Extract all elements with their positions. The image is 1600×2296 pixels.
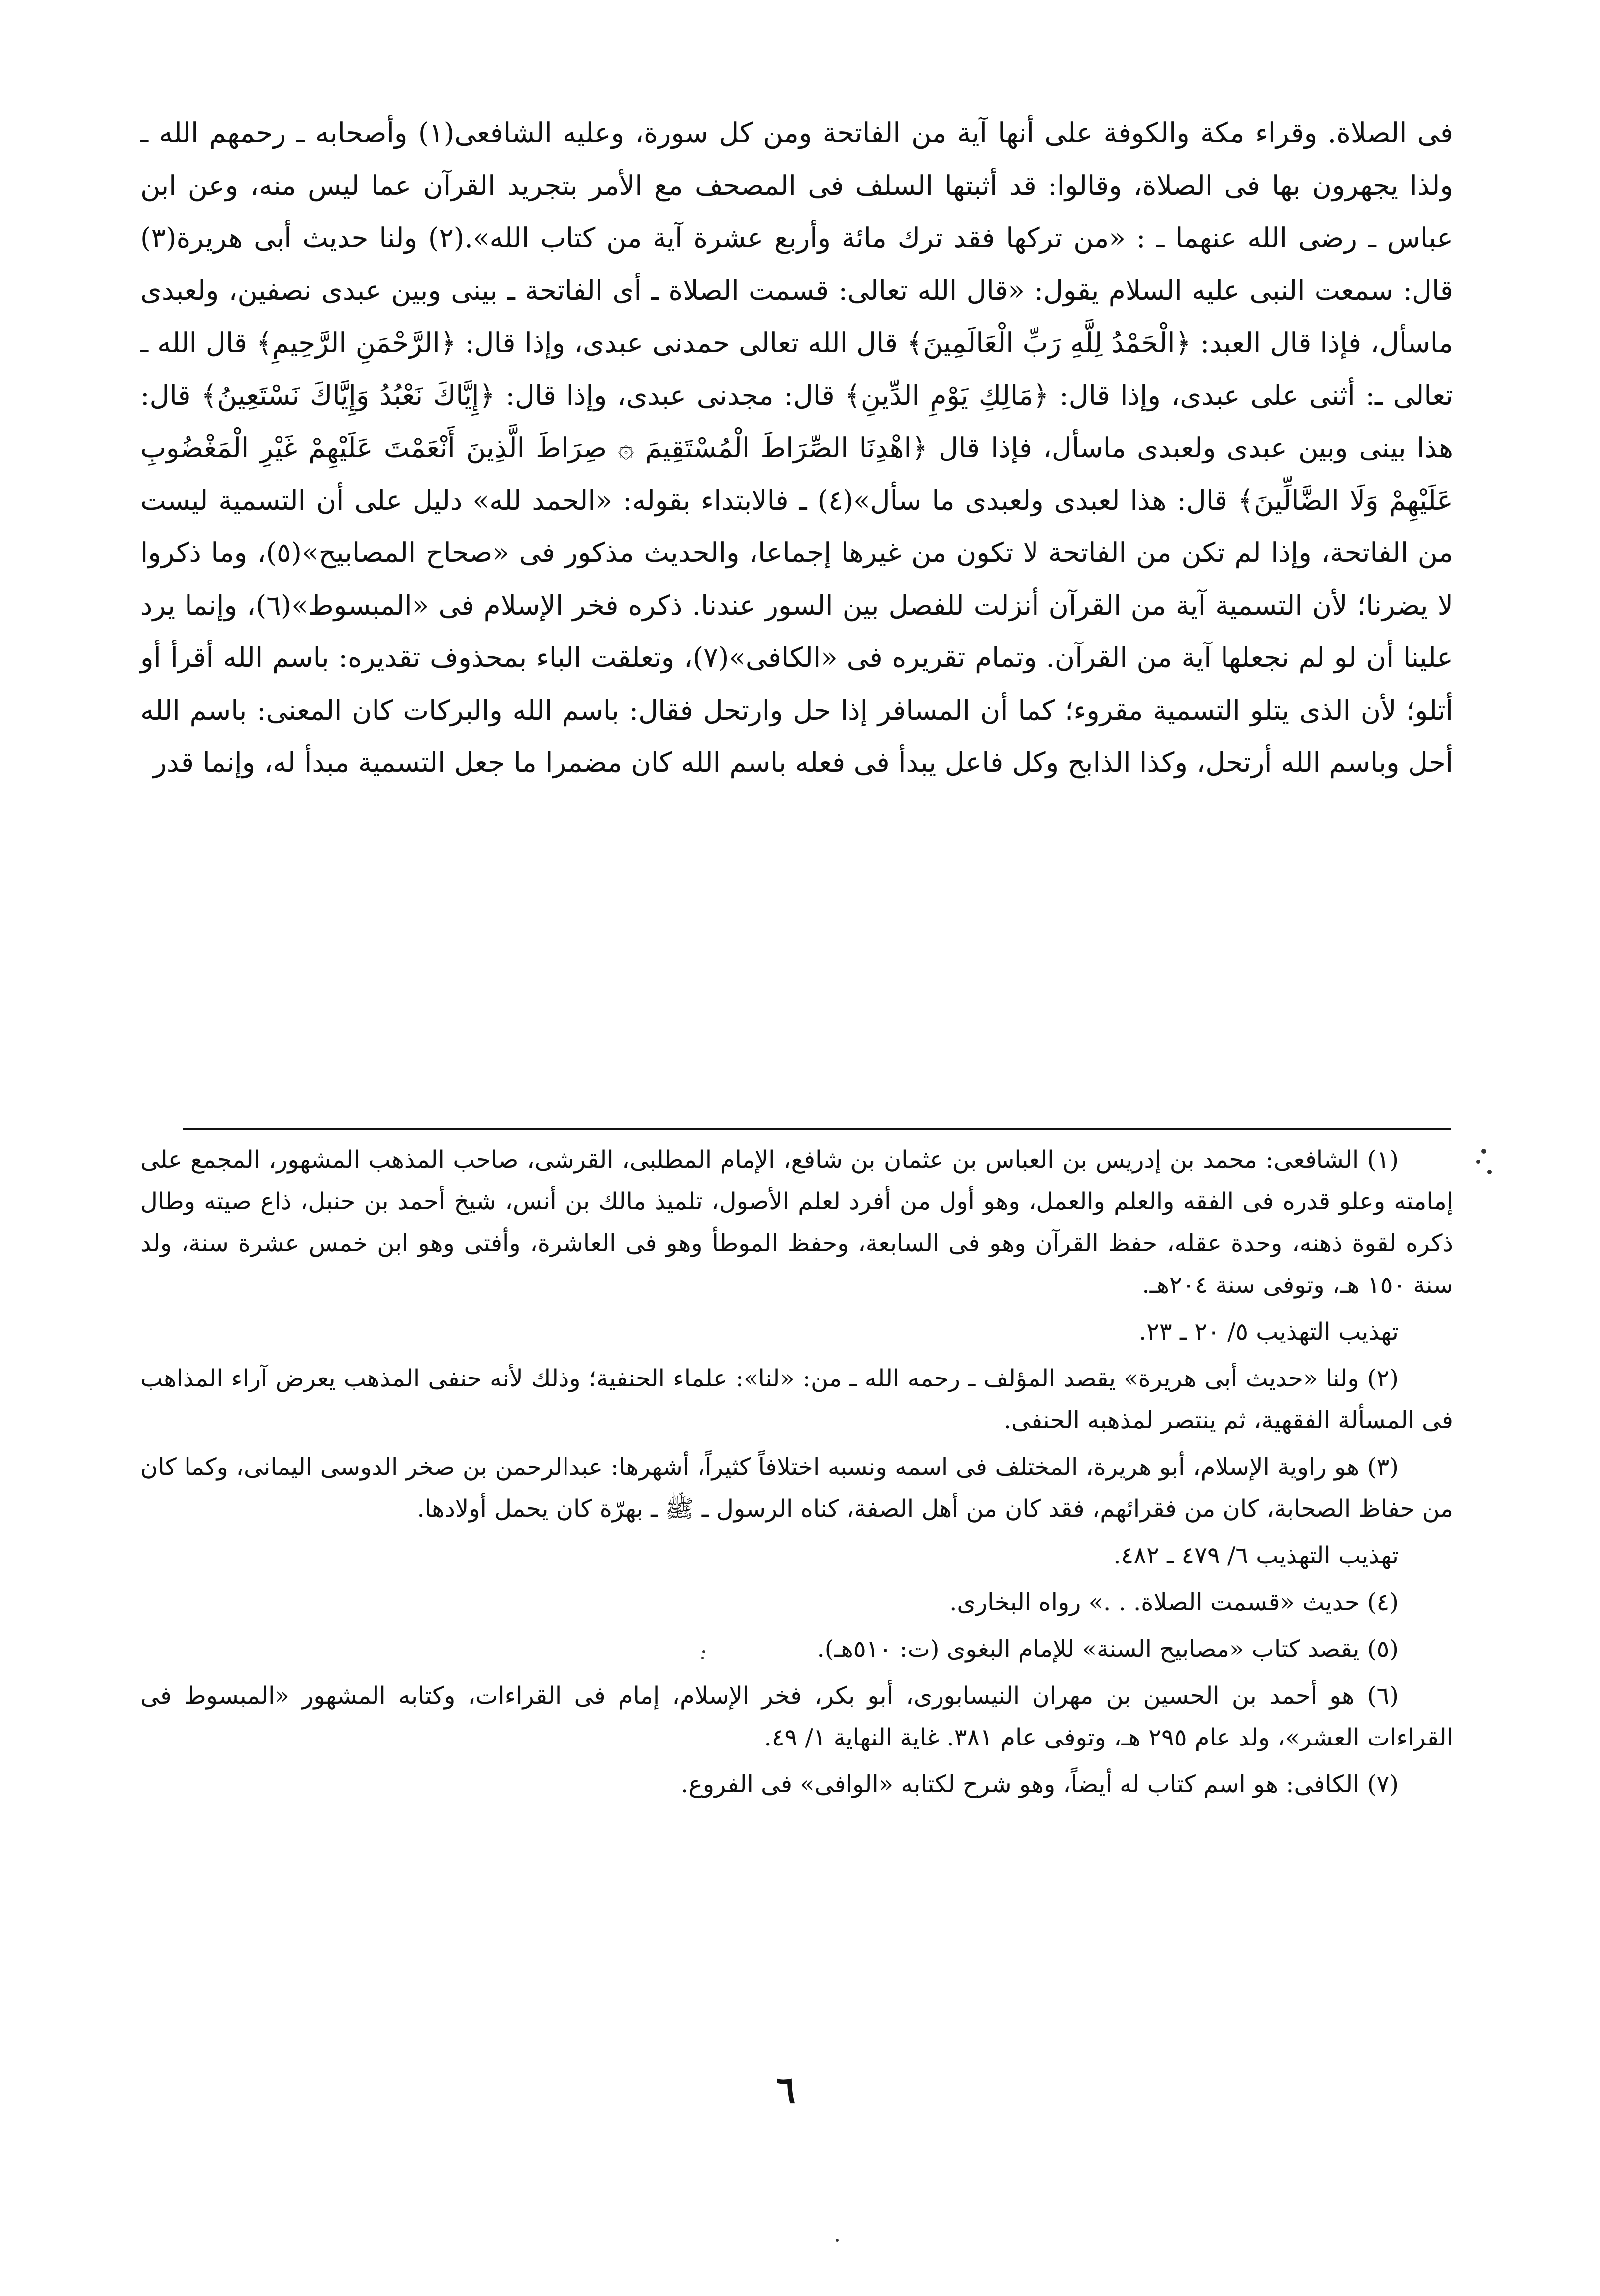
scan-speck [702, 1650, 705, 1653]
footnote-7: (٧) الكافى: هو اسم كتاب له أيضاً، وهو شرح لكتابه «الوافى» فى الفروع. [681, 1770, 1399, 1798]
footnote-2: (٢) ولنا «حديث أبى هريرة» يقصد المؤلف ـ رحمه الله ـ من: «لنا»: علماء الحنفية؛ وذلك لأنه حنفى المذهب يعرض آراء المذاهب فى المسألة الفقهية، ثم ينتصر لمذهبه الحنفى. [140, 1365, 1453, 1434]
scan-speck [701, 1657, 704, 1659]
footnote-1: (١) الشافعى: محمد بن إدريس بن العباس بن عثمان بن شافع، الإمام المطلبى، القرشى، صاحب المذهب المشهور، المجمع على إمامته وعلو قدره فى الفقه والعلم والعمل، وهو أول من أفرد لعلم الأصول، تلميذ مالك بن أنس، شيخ أحمد بن حنبل، ذاع صيته وطال ذكره لقوة ذهنه، وحدة عقله، حفظ القرآن وهو فى السابعة، وحفظ الموطأ وهو فى العاشرة، وأفتى وهو ابن خمس عشرة سنة، ولد سنة ١٥٠ هـ، وتوفى سنة ٢٠٤هـ. [140, 1146, 1453, 1299]
footnote-3: (٣) هو راوية الإسلام، أبو هريرة، المختلف فى اسمه ونسبه اختلافاً كثيراً، أشهرها: عبدالرحمن بن صخر الدوسى اليمانى، وكما كان من حفاظ الصحابة، كان من فقرائهم، فقد كان من أهل الصفة، كناه الرسول ـ ﷺ ـ بهرّة كان يحمل أولادها. [140, 1453, 1453, 1523]
footnote-4: (٤) حديث «قسمت الصلاة. . .» رواه البخارى. [949, 1588, 1399, 1616]
scan-speck [1487, 1170, 1492, 1174]
footnote-6: (٦) هو أحمد بن الحسين بن مهران النيسابورى، أبو بكر، فخر الإسلام، إمام فى القراءات، وكتابه المشهور «المبسوط فى القراءات العشر»، ولد عام ٢٩٥ هـ، وتوفى عام ٣٨١. غاية النهاية ١/ ٤٩. [140, 1682, 1453, 1751]
footnote-5: (٥) يقصد كتاب «مصابيح السنة» للإمام البغوى (ت: ٥١٠هـ). [817, 1635, 1399, 1663]
scan-speck [836, 2239, 839, 2242]
page-number: ٦ [776, 2069, 796, 2112]
footnotes-section [140, 1139, 1453, 1810]
scan-speck [1476, 1160, 1480, 1164]
footnote-separator [183, 1128, 1451, 1130]
body-text: فى الصلاة. وقراء مكة والكوفة على أنها آية من الفاتحة ومن كل سورة، وعليه الشافعى(١) وأصحابه ـ رحمهم الله ـ ولذا يجهرون بها فى الصلاة، وقالوا: قد أثبتها السلف فى المصحف مع الأمر بتجريد القرآن عما ليس منه، وعن ابن عباس ـ رضى الله عنهما ـ : «من تركها فقد ترك مائة وأربع عشرة آية من كتاب الله».(٢) ولنا حديث أبى هريرة(٣) قال: سمعت النبى عليه السلام يقول: «قال الله تعالى: قسمت الصلاة ـ أى الفاتحة ـ بينى وبين عبدى نصفين، ولعبدى ماسأل، فإذا قال العبد: ﴿الْحَمْدُ لِلَّهِ رَبِّ الْعَالَمِينَ﴾ قال الله تعالى حمدنى عبدى، وإذا قال: ﴿الرَّحْمَنِ الرَّحِيمِ﴾ قال الله ـ تعالى ـ: أثنى على عبدى، وإذا قال: ﴿مَالِكِ يَوْمِ الدِّينِ﴾ قال: مجدنى عبدى، وإذا قال: ﴿إِيَّاكَ نَعْبُدُ وَإِيَّاكَ نَسْتَعِينُ﴾ قال: هذا بينى وبين عبدى ولعبدى ماسأل، فإذا قال ﴿اهْدِنَا الصِّرَاطَ الْمُسْتَقِيمَ ۞ صِرَاطَ الَّذِينَ أَنْعَمْتَ عَلَيْهِمْ غَيْرِ الْمَغْضُوبِ عَلَيْهِمْ وَلَا الضَّالِّينَ﴾ قال: هذا لعبدى ولعبدى ما سأل»(٤) ـ فالابتداء بقوله: «الحمد لله» دليل على أن التسمية ليست من الفاتحة، وإذا لم تكن من الفاتحة لا تكون من غيرها إجماعا، والحديث مذكور فى «صحاح المصابيح»(٥)، وما ذكروا لا يضرنا؛ لأن التسمية آية من القرآن أنزلت للفصل بين السور عندنا. ذكره فخر الإسلام فى «المبسوط»(٦)، وإنما يرد علينا أن لو لم نجعلها آية من القرآن. وتمام تقريره فى «الكافى»(٧)، وتعلقت الباء بمحذوف تقديره: باسم الله أقرأ أو أتلو؛ لأن الذى يتلو التسمية مقروء؛ كما أن المسافر إذا حل وارتحل فقال: باسم الله والبركات كان المعنى: باسم الله أحل وباسم الله أرتحل، وكذا الذابح وكل فاعل يبدأ فى فعله باسم الله كان مضمرا ما جعل التسمية مبدأ له، وإنما قدر [140, 117, 1454, 778]
footnote-3-reference: تهذيب التهذيب ٦/ ٤٧٩ ـ ٤٨٢. [1113, 1542, 1399, 1569]
footnote-1-reference: تهذيب التهذيب ٥/ ٢٠ ـ ٢٣. [1138, 1318, 1399, 1346]
scan-speck [1481, 1149, 1486, 1154]
